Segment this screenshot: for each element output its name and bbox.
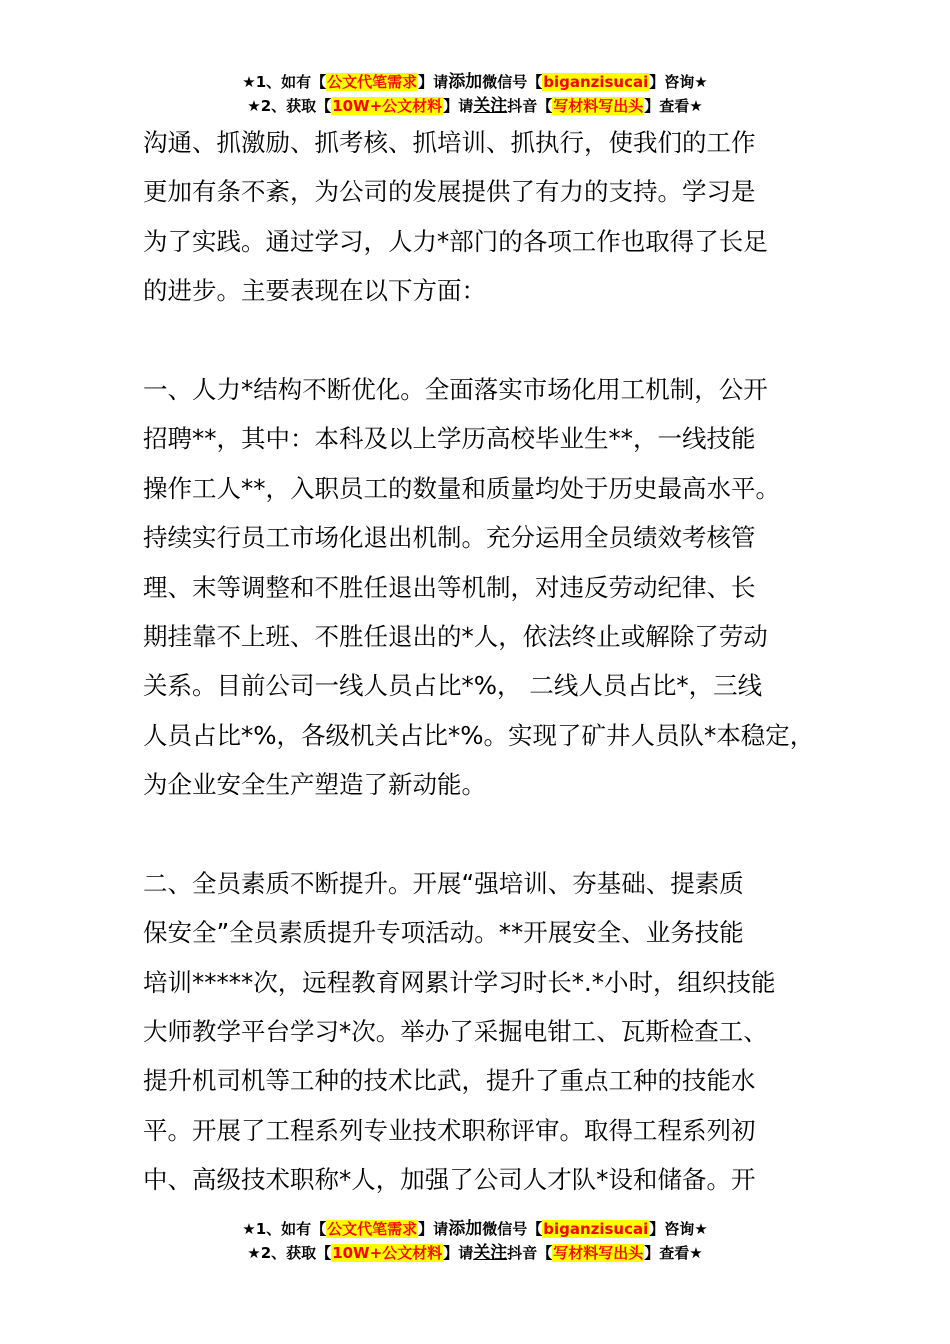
banner-prefix: ★1、如有【 — [242, 73, 327, 91]
banner-text: 】请 — [418, 1220, 449, 1238]
banner-line-1 — [0, 1217, 950, 1241]
text-line: 操作工人**，入职员工的数量和质量均处于历史最高水平。 — [143, 473, 780, 503]
paragraph-spacer — [143, 316, 843, 365]
banner-text: 抖音【 — [507, 97, 553, 115]
banner-highlight-wechat-id: biganzisucai — [543, 73, 649, 91]
banner-prefix: ★2、获取【 — [247, 1244, 332, 1262]
banner-line-2 — [0, 94, 950, 118]
text-line: 大师教学平台学习*次。举办了采掘电钳工、瓦斯检查工、 — [143, 1017, 768, 1047]
banner-text: 抖音【 — [507, 1244, 553, 1262]
paragraph-spacer — [143, 809, 843, 858]
banner-emphasis: 添加 — [448, 72, 483, 92]
banner-suffix: 】咨询★ — [649, 1220, 708, 1238]
banner-text: 】请 — [443, 97, 474, 115]
banner-emphasis-underlined: 关注 — [473, 96, 508, 116]
text-line: 更加有条不紊，为公司的发展提供了有力的支持。学习是 — [143, 177, 756, 207]
banner-text: 微信号【 — [482, 1220, 543, 1238]
banner-prefix: ★2、获取【 — [247, 97, 332, 115]
banner-highlight-douyin-account: 写材料写出头 — [553, 1244, 644, 1262]
banner-suffix: 】咨询★ — [649, 73, 708, 91]
text-line: 提升机司机等工种的技术比武，提升了重点工种的技能水 — [143, 1066, 756, 1096]
top-banner — [0, 70, 950, 118]
text-line: 一、人力*结构不断优化。全面落实市场化用工机制，公开 — [143, 374, 768, 404]
text-line: 持续实行员工市场化退出机制。充分运用全员绩效考核管 — [143, 523, 756, 553]
text-line: 为企业安全生产塑造了新动能。 — [143, 770, 486, 800]
text-line: 二、全员素质不断提升。开展“强培训、夯基础、提素质 — [143, 868, 744, 898]
text-line: 培训*****次，远程教育网累计学习时长*.*小时，组织技能 — [143, 967, 776, 997]
banner-prefix: ★1、如有【 — [242, 1220, 327, 1238]
banner-text: 微信号【 — [482, 73, 543, 91]
banner-emphasis: 添加 — [448, 1219, 483, 1239]
paragraph-section-2 — [143, 859, 843, 1205]
banner-line-2 — [0, 1241, 950, 1265]
text-line: 沟通、抓激励、抓考核、抓培训、抓执行，使我们的工作 — [143, 128, 756, 157]
banner-highlight-douyin-account: 写材料写出头 — [553, 97, 644, 115]
banner-highlight-wechat-id: biganzisucai — [543, 1220, 649, 1238]
text-line: 保安全”全员素质提升专项活动。**开展安全、业务技能 — [143, 918, 744, 948]
text-line: 理、末等调整和不胜任退出等机制，对违反劳动纪律、长 — [143, 572, 756, 602]
banner-suffix: 】查看★ — [644, 97, 703, 115]
banner-emphasis-underlined: 关注 — [473, 1243, 508, 1263]
text-line: 为了实践。通过学习，人力*部门的各项工作也取得了长足 — [143, 226, 768, 256]
paragraph-intro — [143, 118, 843, 316]
text-line: 人员占比*%，各级机关占比*%。实现了矿井人员队*本稳定， — [143, 720, 815, 750]
text-line: 的进步。主要表现在以下方面： — [143, 276, 486, 306]
banner-highlight-materials: 10W+公文材料 — [332, 1244, 443, 1262]
banner-highlight-service: 公文代笔需求 — [327, 1220, 418, 1238]
text-line: 招聘**，其中：本科及以上学历高校毕业生**，一线技能 — [143, 424, 756, 454]
text-line: 期挂靠不上班、不胜任退出的*人，依法终止或解除了劳动 — [143, 621, 768, 651]
banner-text: 】请 — [418, 73, 449, 91]
banner-text: 】请 — [443, 1244, 474, 1262]
banner-highlight-materials: 10W+公文材料 — [332, 97, 443, 115]
paragraph-section-1 — [143, 365, 843, 810]
document-body — [143, 118, 843, 1205]
text-line: 平。开展了工程系列专业技术职称评审。取得工程系列初 — [143, 1115, 756, 1145]
banner-suffix: 】查看★ — [644, 1244, 703, 1262]
banner-line-1 — [0, 70, 950, 94]
text-line: 关系。目前公司一线人员占比*%， 二线人员占比*，三线 — [143, 671, 763, 701]
bottom-banner — [0, 1217, 950, 1265]
banner-highlight-service: 公文代笔需求 — [327, 73, 418, 91]
text-line: 中、高级技术职称*人，加强了公司人才队*设和储备。开 — [143, 1165, 756, 1195]
